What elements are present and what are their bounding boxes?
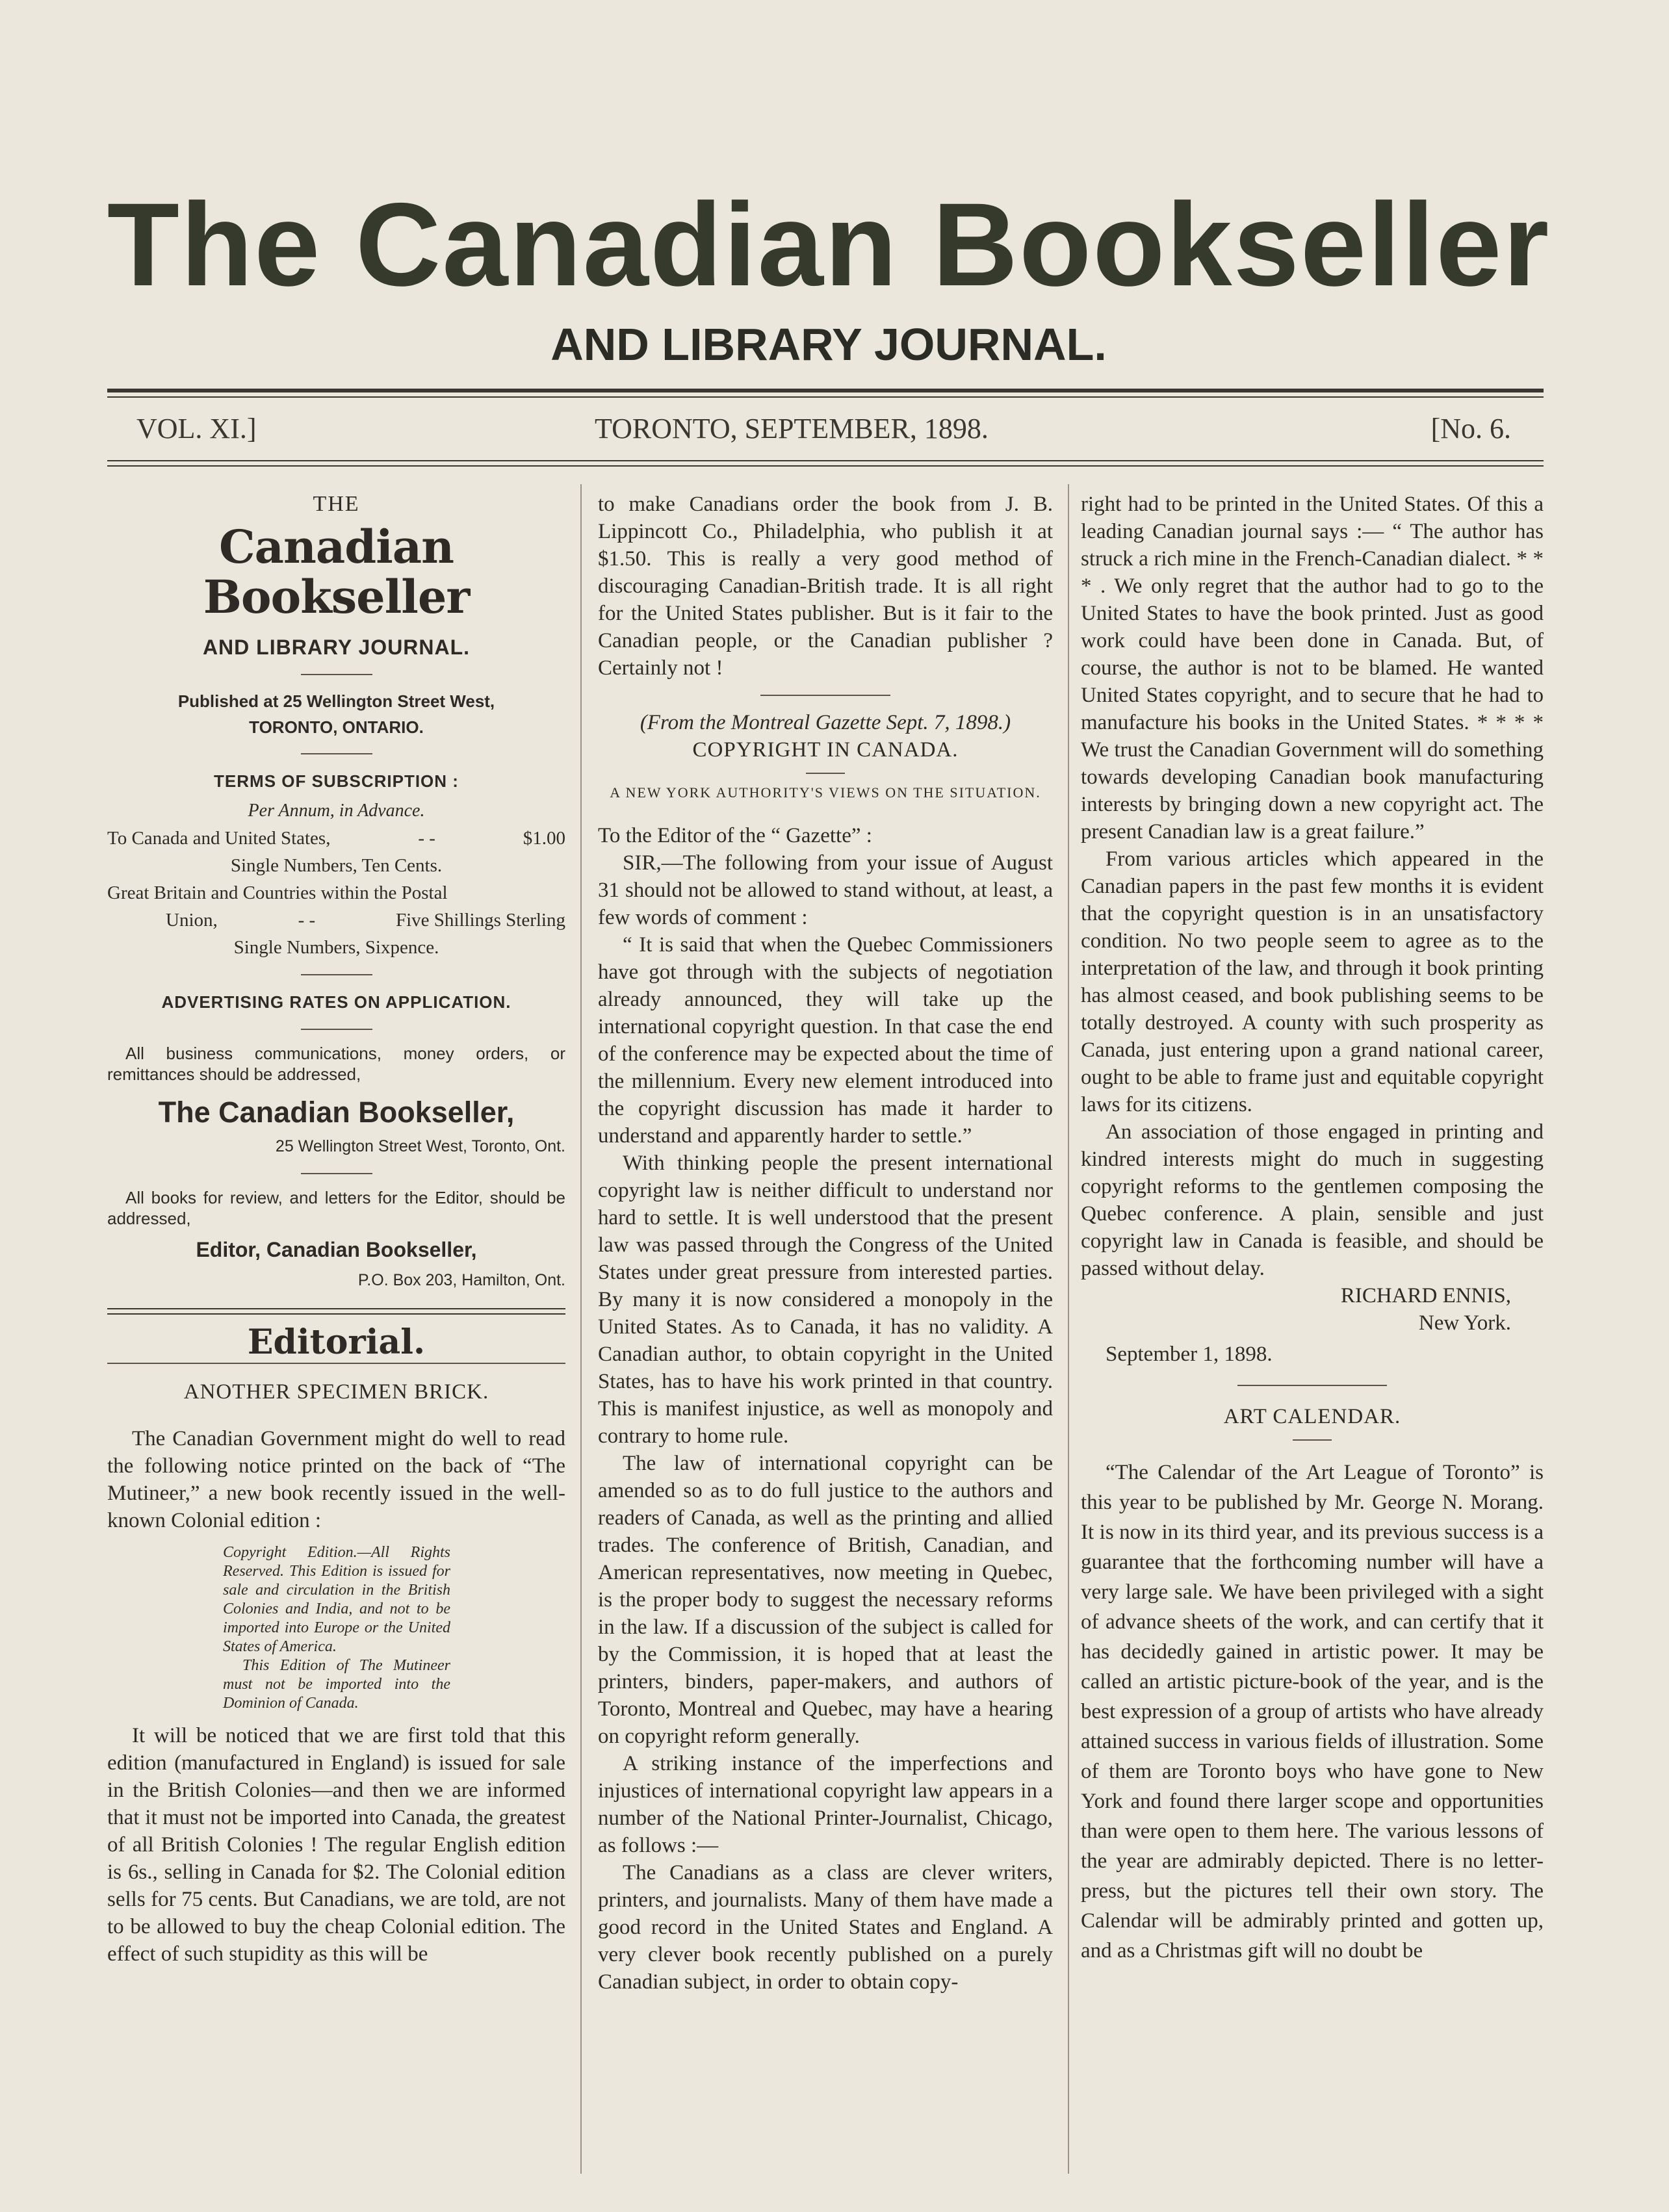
masthead-rule-thin — [107, 396, 1544, 398]
terms-canada-price: $1.00 — [523, 828, 565, 849]
divider — [806, 773, 845, 774]
article-paragraph: SIR,—The following from your issue of August 31 should not be allowed to stand without, at least, a few words of comment : — [598, 851, 1053, 929]
terms-dashes: - - — [298, 910, 316, 931]
terms-britain-price: Five Shillings Sterling — [395, 910, 565, 931]
divider — [301, 974, 372, 975]
article-paragraph: right had to be printed in the United States. Of this a leading Canadian journal says :— “ The author has struck a rich mine in the French-Canadian dialect. * * * . We only regret that the author had to go to the United States to have the book printed. Just as good work could have been done in Canada. But, of course, the author is not to be blamed. He wanted United States copyright, and to secure that he had to manufacture his books in the United States. * * * * We trust the Canadian Government will do something towards developing Canadian book manufacturing interests by bringing down a new copyright act. The present Canadian law is a great failure.” — [1081, 493, 1544, 843]
article-title: COPYRIGHT IN CANADA. — [692, 738, 959, 762]
article-paragraph: From various articles which appeared in the Canadian papers in the past few months it is evident that the copyright question is in an unsatisfactory condition. No two people seem to agree as to the interpretation of the law, and through it book printing has almost ceased, and book publishing seems to be totally destroyed. A county with such prosperity as Canada, just entering upon a grand national career, ought to be able to frame just and equitable copyright laws for its citizens. — [1081, 847, 1544, 1116]
communications-note: All business communications, money orders, or remittances should be addressed, — [107, 1044, 565, 1084]
terms-row-1 — [107, 825, 565, 852]
article-paragraph: “The Calendar of the Art League of Toronto” is this year to be published by Mr. George N. Morang. It is now in its third year, and its previous success is a guarantee that the forthcoming number will have a very large sale. We have been privileged with a sight of advance sheets of the work, and can certify that it has decidedly gained in artistic power. It may be called an artistic picture-book of the year, and is the best expression of a group of artists who have already attained success in various fields of illustration. Some of them are Toronto boys who have gone to New York and found there larger scope and opportunities than were open to them here. The various lessons of the year are admirably depicted. There is no letter-press, but the pictures tell their own story. The Calendar will be admirably printed and gotten up, and as a Christmas gift will no doubt be — [1081, 1461, 1544, 1962]
review-note: All books for review, and letters for the Editor, should be addressed, — [107, 1188, 565, 1228]
published-line-2: TORONTO, ONTARIO. — [249, 717, 424, 737]
article-paragraph: A striking instance of the imperfections and injustices of international copyright law appears in a number of the National Printer-Journalist, Chicago, as follows :— — [598, 1752, 1053, 1857]
article-paragraph: An association of those engaged in printing and kindred interests might do much in suggesting copyright reforms to the gentlemen composing the Quebec conference. A plain, sensible and just copyright law in Canada is feasible, and should be passed without delay. — [1081, 1120, 1544, 1280]
dateline: TORONTO, SEPTEMBER, 1898. — [595, 413, 989, 444]
column-1 — [107, 491, 565, 1968]
published-line-1: Published at 25 Wellington Street West, — [177, 691, 495, 711]
masthead-subtitle: AND LIBRARY JOURNAL. — [550, 319, 1107, 370]
notice-paragraph: This Edition of The Mutineer must not be imported into the Dominion of Canada. — [223, 1657, 450, 1712]
terms-sixpence: Single Numbers, Sixpence. — [233, 937, 439, 958]
article-paragraph: The Canadian Government might do well to read the following notice printed on the back of “The Mutineer,” a new book recently issued in the well-known Colonial edition : — [107, 1427, 565, 1532]
divider — [1293, 1439, 1332, 1441]
journal-subtitle: AND LIBRARY JOURNAL. — [202, 636, 471, 659]
terms-union: Union, — [166, 910, 218, 931]
terms-heading: TERMS OF SUBSCRIPTION : — [214, 771, 459, 791]
article-title: ART CALENDAR. — [1223, 1405, 1401, 1428]
issue-rule-2 — [107, 465, 1544, 467]
column-3 — [1081, 491, 1544, 1966]
signature-name: RICHARD ENNIS, — [1340, 1284, 1511, 1307]
terms-great-britain: Great Britain and Countries within the Postal — [107, 882, 448, 903]
signature-place: New York. — [1418, 1311, 1511, 1335]
copyright-notice — [223, 1543, 450, 1713]
article-paragraph: With thinking people the present international copyright law is neither difficult to understand nor hard to settle. It is well understood that the present law was passed through the Congress of the United States under great pressure from interested parties. By many it is now considered a monopoly in the United States. As to Canada, it has no validity. A Canadian author, to obtain copyright in the United States, has to have his work printed in that country. This is manifest injustice, as well as monopoly and contrary to home rule. — [598, 1151, 1053, 1448]
masthead-title: The Canadian Bookseller — [107, 178, 1551, 311]
terms-subheading: Per Annum, in Advance. — [248, 801, 425, 821]
divider — [301, 1029, 372, 1030]
column-divider-2 — [1068, 484, 1069, 2174]
article-subheading: A NEW YORK AUTHORITY'S VIEWS ON THE SITUATION. — [610, 784, 1041, 801]
article-paragraph: “ It is said that when the Quebec Commissioners have got through with the subjects of negotiation already announced, they will take up the international copyright question. In that case the end of the conference may be expected about the time of the millennium. Every new element introduced into the copyright discussion has made it harder to understand and apparently harder to settle.” — [598, 933, 1053, 1148]
terms-dashes: - - — [418, 828, 435, 849]
editorial-heading: Editorial. — [247, 1322, 426, 1362]
signature-date: September 1, 1898. — [1106, 1343, 1273, 1366]
terms-single-numbers: Single Numbers, Ten Cents. — [230, 855, 443, 876]
divider — [760, 695, 890, 696]
article-paragraph: The law of international copyright can be amended so as to do full justice to the authors and readers of Canada, as well as the printing and allied trades. The conference of British, Canadian, and American representatives, now meeting in Quebec, is the proper body to suggest the necessary reforms in the law. If a discussion of the subject is called for by the Commission, it is hoped that at least the printers, binders, paper-makers, and authors of Toronto, Montreal and Quebec, may have a hearing on copyright reform generally. — [598, 1452, 1053, 1748]
divider — [301, 674, 372, 675]
issue-rule-1 — [107, 460, 1544, 461]
editor-address: P.O. Box 203, Hamilton, Ont. — [357, 1271, 565, 1289]
divider — [1237, 1385, 1387, 1386]
journal-title: Canadian Bookseller — [203, 520, 470, 624]
editor-name: Editor, Canadian Bookseller, — [196, 1238, 477, 1261]
divider — [107, 1363, 565, 1364]
address-street: 25 Wellington Street West, Toronto, Ont. — [275, 1137, 565, 1155]
article-paragraph: to make Canadians order the book from J. B. Lippincott Co., Philadelphia, who publish it at $1.50. This is really a very good method of discouraging Canadian-British trade. It is all right for the United States publisher. But is it fair to the Canadian people, or the Canadian publisher ? Certainly not ! — [598, 493, 1053, 680]
column-divider-1 — [580, 484, 582, 2174]
article-source: (From the Montreal Gazette Sept. 7, 1898.) — [640, 711, 1011, 734]
terms-canada: To Canada and United States, — [107, 828, 331, 849]
notice-paragraph: Copyright Edition.—All Rights Reserved. This Edition is issued for sale and circulation in the British Colonies and India, and not to be imported into Europe or the United States of America. — [223, 1544, 450, 1655]
double-divider — [107, 1308, 565, 1315]
article-paragraph: It will be noticed that we are first told that this edition (manufactured in England) is issued for sale in the British Colonies—and then we are informed that it must not be imported into Canada, the greatest of all British Colonies ! The regular English edition is 6s., selling in Canada for $2. The Colonial edition sells for 75 cents. But Canadians, we are told, are not to be allowed to buy the cheap Colonial edition. The effect of such stupidity as this will be — [107, 1724, 565, 1966]
column-2 — [598, 491, 1053, 1996]
issue-number: [No. 6. — [1430, 413, 1511, 444]
article-paragraph: The Canadians as a class are clever writers, printers, and journalists. Many of them have made a good record in the United States and England. A very clever book recently published on a purely Canadian subject, in order to obtain copy- — [598, 1861, 1053, 1994]
volume-number: VOL. XI.] — [136, 413, 257, 444]
divider — [301, 1173, 372, 1174]
masthead-rule-thick — [107, 389, 1544, 392]
terms-row-2 — [107, 907, 565, 934]
salutation: To the Editor of the “ Gazette” : — [598, 824, 872, 847]
advertising-rates: ADVERTISING RATES ON APPLICATION. — [161, 992, 511, 1012]
divider — [301, 753, 372, 754]
article-title: ANOTHER SPECIMEN BRICK. — [183, 1380, 489, 1404]
address-name: The Canadian Bookseller, — [158, 1096, 515, 1129]
journal-the: THE — [313, 492, 360, 516]
